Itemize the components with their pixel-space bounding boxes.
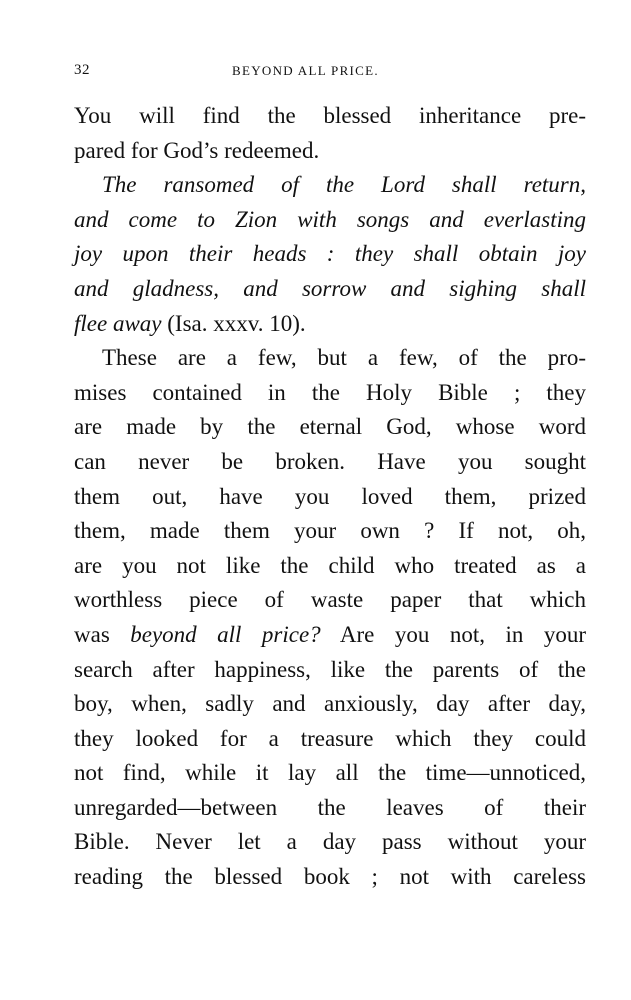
text-line — [74, 99, 586, 134]
italic-text: The ransomed of the Lord shall return, — [102, 172, 586, 198]
text-line — [74, 168, 586, 203]
text-line — [74, 480, 586, 515]
text-line — [74, 237, 586, 272]
text-line — [74, 272, 586, 307]
text-run: worthless piece of waste paper that which — [74, 587, 586, 613]
text-line — [74, 791, 586, 826]
text-line — [74, 203, 586, 238]
text-line — [74, 134, 586, 169]
text-run: You will find the blessed inheritance pre- — [74, 103, 586, 128]
text-line — [74, 825, 586, 860]
text-run: are you not like the child who treated as a — [74, 552, 586, 578]
italic-text: flee away — [74, 310, 162, 336]
text-run: pared for God’s redeemed. — [74, 137, 320, 163]
italic-text: and gladness, and sorrow and sighing shall — [74, 275, 586, 301]
text-run: was — [74, 621, 131, 647]
text-line — [74, 722, 586, 757]
text-run: search after happiness, like the parents of the — [74, 656, 586, 682]
text-run: they looked for a treasure which they could — [74, 725, 586, 751]
text-run: can never be broken. Have you sought — [74, 448, 586, 474]
text-line — [74, 618, 586, 653]
text-line — [74, 687, 586, 722]
italic-text: joy upon their heads : they shall obtain joy — [74, 241, 586, 267]
text-run: not find, while it lay all the time—unnoticed, — [74, 760, 586, 786]
text-run: are made by the eternal God, whose word — [74, 414, 586, 440]
text-run: them out, have you loved them, prized — [74, 483, 586, 509]
text-line — [74, 376, 586, 411]
page-number: 32 — [74, 62, 90, 78]
text-line — [74, 860, 586, 895]
text-run: These are a few, but a few, of the pro- — [102, 345, 586, 371]
text-run: (Isa. xxxv. 10). — [161, 310, 306, 336]
text-line — [74, 549, 586, 584]
text-run: unregarded—between the leaves of their — [74, 794, 586, 820]
text-line — [74, 756, 586, 791]
text-line — [74, 514, 586, 549]
body-text — [74, 99, 586, 895]
italic-text: beyond all price? — [130, 621, 321, 647]
text-run: mises contained in the Holy Bible ; they — [74, 379, 586, 405]
text-line — [74, 410, 586, 445]
text-run: them, made them your own ? If not, oh, — [74, 518, 586, 544]
text-line — [74, 341, 586, 376]
text-line — [74, 445, 586, 480]
running-title: BEYOND ALL PRICE. — [232, 63, 379, 78]
italic-text: and come to Zion with songs and everlasting — [74, 206, 586, 232]
text-run: Are you not, in your — [320, 621, 586, 647]
text-run: boy, when, sadly and anxiously, day after day, — [74, 691, 586, 717]
text-line — [74, 583, 586, 618]
text-line — [74, 307, 586, 342]
text-run: reading the blessed book ; not with careless — [74, 864, 586, 890]
text-run: Bible. Never let a day pass without your — [74, 829, 586, 855]
text-line — [74, 653, 586, 688]
page-header — [74, 62, 586, 84]
